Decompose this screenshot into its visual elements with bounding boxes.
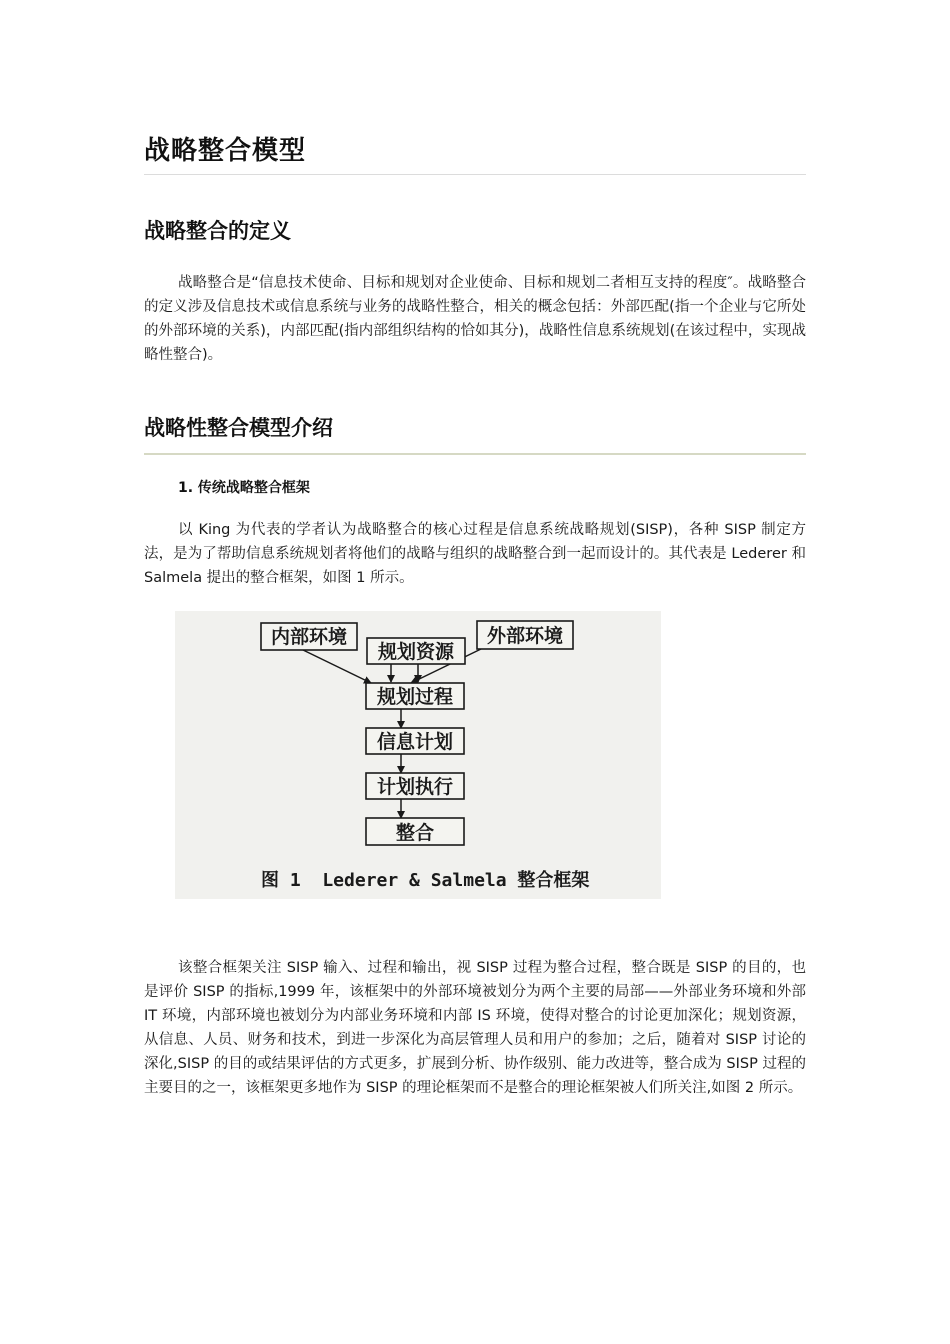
page-title: 战略整合模型 [144,136,307,166]
box-info-plan [366,728,464,754]
box-external-environment-label: 外部环境 [486,625,564,647]
box-internal-environment [261,623,357,650]
title-divider [144,174,806,175]
section-divider [144,453,806,455]
box-external-environment [477,621,573,649]
box-planning-resources [367,638,465,664]
traditional-framework-paragraph: 以 King 为代表的学者认为战略整合的核心过程是信息系统战略规划(SISP)，各种 SISP 制定方法，是为了帮助信息系统规划者将他们的战略与组织的战略整合到一起而设计的。其代表是 Lederer 和 Salmela 提出的整合框架，如图 1 所示。 [144,522,806,586]
box-info-plan-label: 信息计划 [376,731,454,753]
box-integration-label: 整合 [395,822,435,844]
subsection-heading-traditional: 1. 传统战略整合框架 [178,480,310,496]
figure-1-caption: 图 1 Lederer & Salmela 整合框架 [261,870,590,891]
arrow-internal-to-process [301,649,371,683]
box-planning-process [366,683,464,709]
box-planning-resources-label: 规划资源 [377,641,455,663]
box-integration [366,818,464,845]
box-internal-environment-label: 内部环境 [270,626,348,648]
definition-paragraph: 战略整合是“信息技术使命、目标和规划对企业使命、目标和规划二者相互支持的程度″。战略整合的定义涉及信息技术或信息系统与业务的战略性整合，相关的概念包括：外部匹配(指一个企业与它所处的外部环境的关系)，内部匹配(指内部组织结构的恰如其分)，战略性信息系统规划(在该过程中，实现战略性整合)。 [144,275,806,363]
section-heading-definition: 战略整合的定义 [144,219,291,243]
section-heading-models: 战略性整合模型介绍 [144,416,333,440]
figure-1-svg [175,611,661,899]
box-plan-execution-label: 计划执行 [376,776,454,798]
box-plan-execution [366,773,464,799]
framework-discussion-paragraph: 该整合框架关注 SISP 输入、过程和输出，视 SISP 过程为整合过程，整合既是 SISP 的目的，也是评价 SISP 的指标,1999 年，该框架中的外部环境被划分为两个主要的局部——外部业务环境和外部 IT 环境，内部环境也被划分为内部业务环境和内部 IS 环境，使得对整合的讨论更加深化；规划资源，从信息、人员、财务和技术，到进一步深化为高层管理人员和用户的参加；之后，随着对 SISP 讨论的深化,SISP 的目的或结果评估的方式更多，扩展到分析、协作级别、能力改进等，整合成为 SISP 过程的主要目的之一，该框架更多地作为 SISP 的理论框架而不是整合的理论框架被人们所关注,如图 2 所示。 [144,960,806,1096]
figure-1-diagram [175,611,661,899]
box-planning-process-label: 规划过程 [376,686,454,708]
